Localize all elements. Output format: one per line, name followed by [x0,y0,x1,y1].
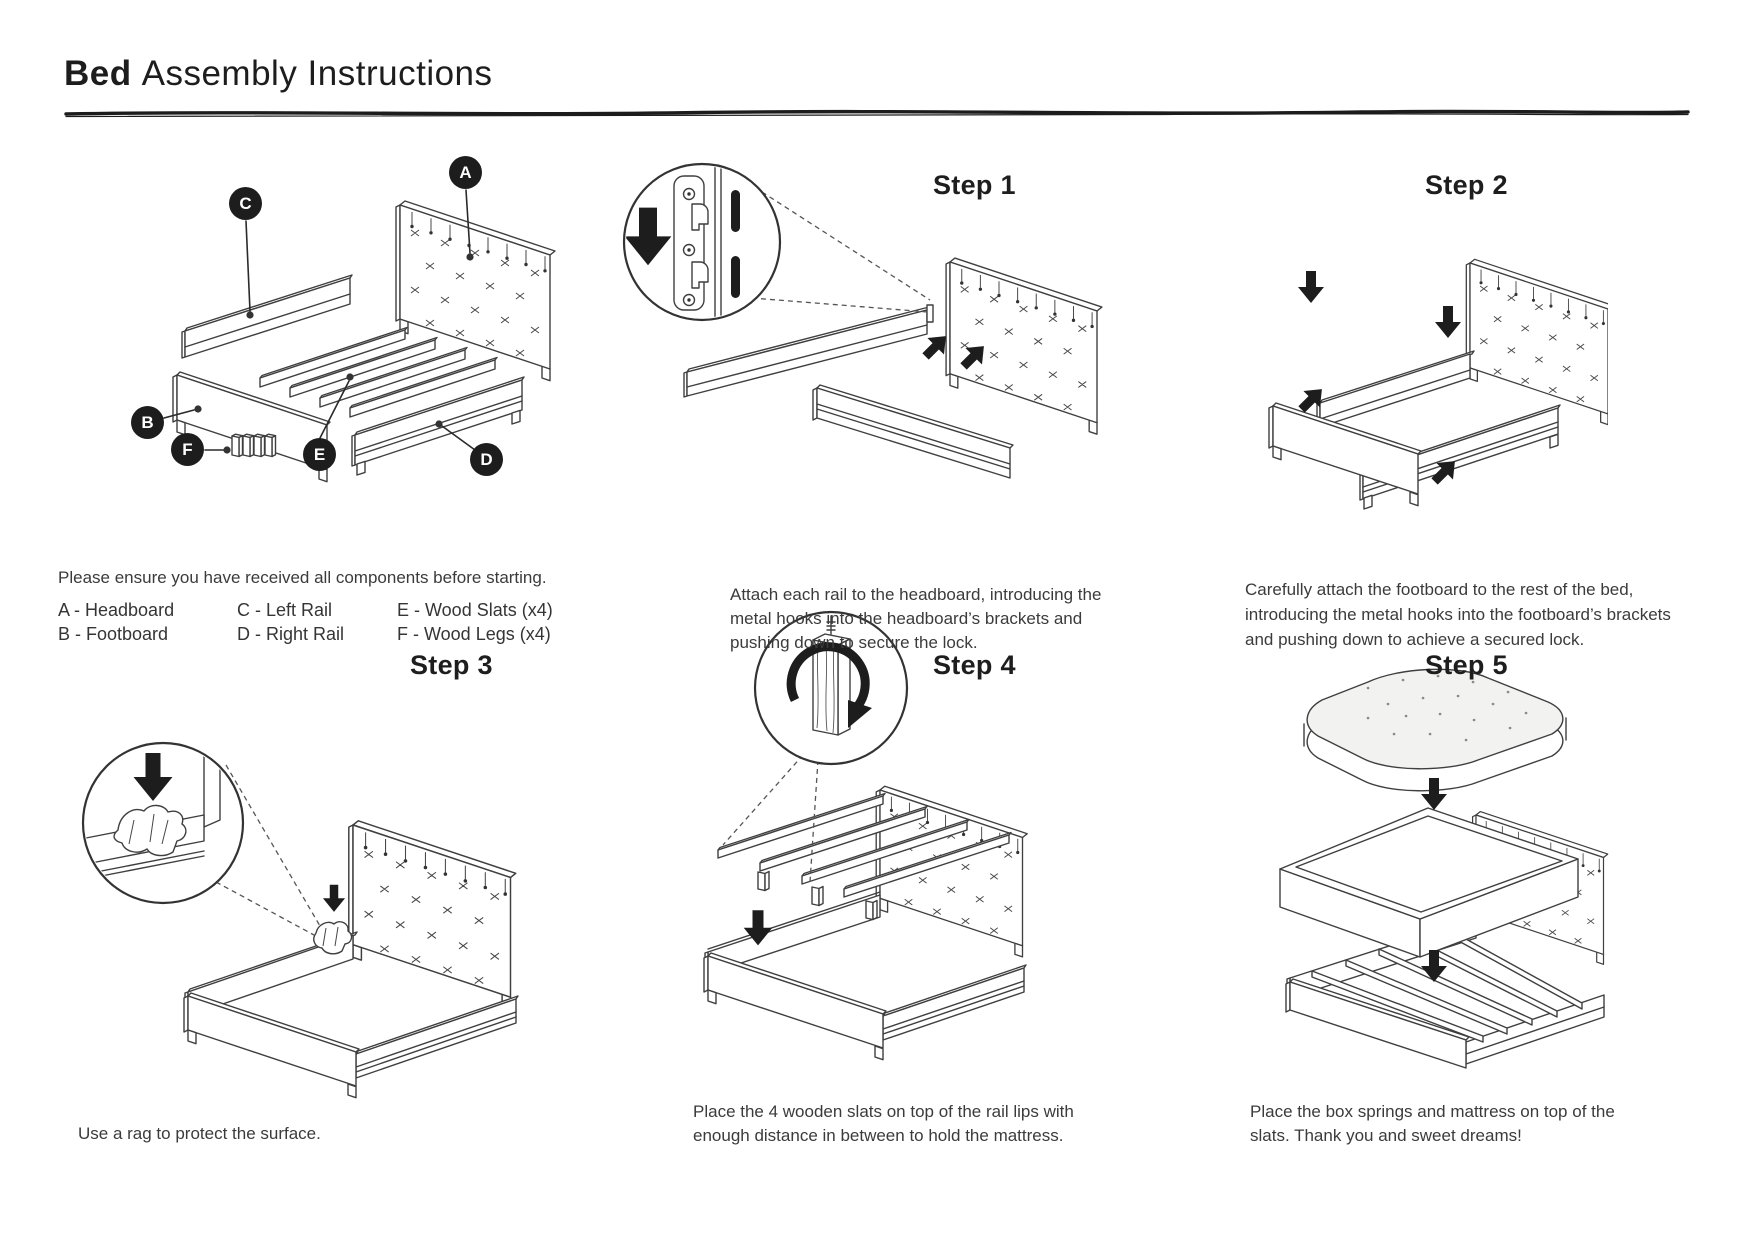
part-item-e: E - Wood Slats (x4) [397,600,553,620]
headboard-illustration [349,821,516,1010]
magnifier-circle [624,164,780,320]
badge-letter: C [239,193,252,213]
headboard-illustration [946,258,1102,434]
step4-heading: Step 4 [933,650,1016,680]
mattress-illustration [1304,669,1566,790]
badge-letter: F [182,439,193,459]
magnifier-circle [83,735,243,903]
step5-description: Place the box springs and mattress on top of the slats. Thank you and sweet dreams! [1250,1102,1615,1145]
down-arrow-icon [323,885,345,912]
wood-legs-illustration [232,434,276,456]
right-rail-illustration [813,385,1013,478]
part-label-badge-f [171,433,204,466]
step2-heading: Step 2 [1425,170,1508,200]
step2-diagram [1108,148,1608,513]
parts-diagram [60,133,560,493]
part-label-badge-e [303,438,336,471]
part-item-d: D - Right Rail [237,624,345,644]
down-arrow-icon [1298,271,1324,303]
right-rail-illustration [356,996,518,1078]
part-label-badge-a [449,156,482,189]
left-rail-illustration [1317,351,1474,428]
part-item-c: C - Left Rail [237,600,333,620]
step1-description: Attach each rail to the headboard, introducing the metal hooks into the headboard’s brackets and pushing down to secure the lock. [730,585,1102,652]
left-rail-illustration [684,305,933,397]
left-rail-illustration [182,275,352,358]
step2-description: Carefully attach the footboard to the rest of the bed, introducing the metal hooks into the footboard’s brackets and pushing down to achieve a secured lock. [1245,580,1671,649]
part-label-badge-d [470,443,503,476]
step3-description: Use a rag to protect the surface. [78,1124,321,1143]
page-title-rest: Assembly Instructions [141,54,493,93]
badge-letter: B [141,412,154,432]
bracket-slot [731,256,740,298]
page-title [64,54,493,94]
down-arrow-icon [1435,306,1461,338]
badge-letter: D [480,449,493,469]
bracket-slot [731,190,740,232]
step5-heading: Step 5 [1425,650,1508,680]
step3-heading: Step 3 [410,650,493,680]
step1-heading: Step 1 [933,170,1016,200]
part-item-a: A - Headboard [58,600,175,620]
part-label-badge-b [131,406,164,439]
headboard-illustration [1466,259,1608,424]
step4-description: Place the 4 wooden slats on top of the rail lips with enough distance in between to hold the mattress. [693,1102,1074,1145]
step5-diagram [1118,600,1638,1070]
part-label-badge-c [229,187,262,220]
parts-note: Please ensure you have received all components before starting. [58,568,547,587]
step4-diagram [608,600,1118,1080]
badge-letter: A [459,162,472,182]
badge-letter: E [313,444,326,464]
divider-line [62,106,1694,122]
footboard-illustration [704,953,886,1060]
part-item-b: B - Footboard [58,624,169,644]
page-title-bold: Bed [64,54,132,93]
footboard-illustration [184,993,359,1098]
part-item-f: F - Wood Legs (x4) [397,624,551,644]
right-rail-illustration [883,965,1026,1040]
step1-diagram [612,140,1112,500]
step3-diagram [58,630,578,1110]
